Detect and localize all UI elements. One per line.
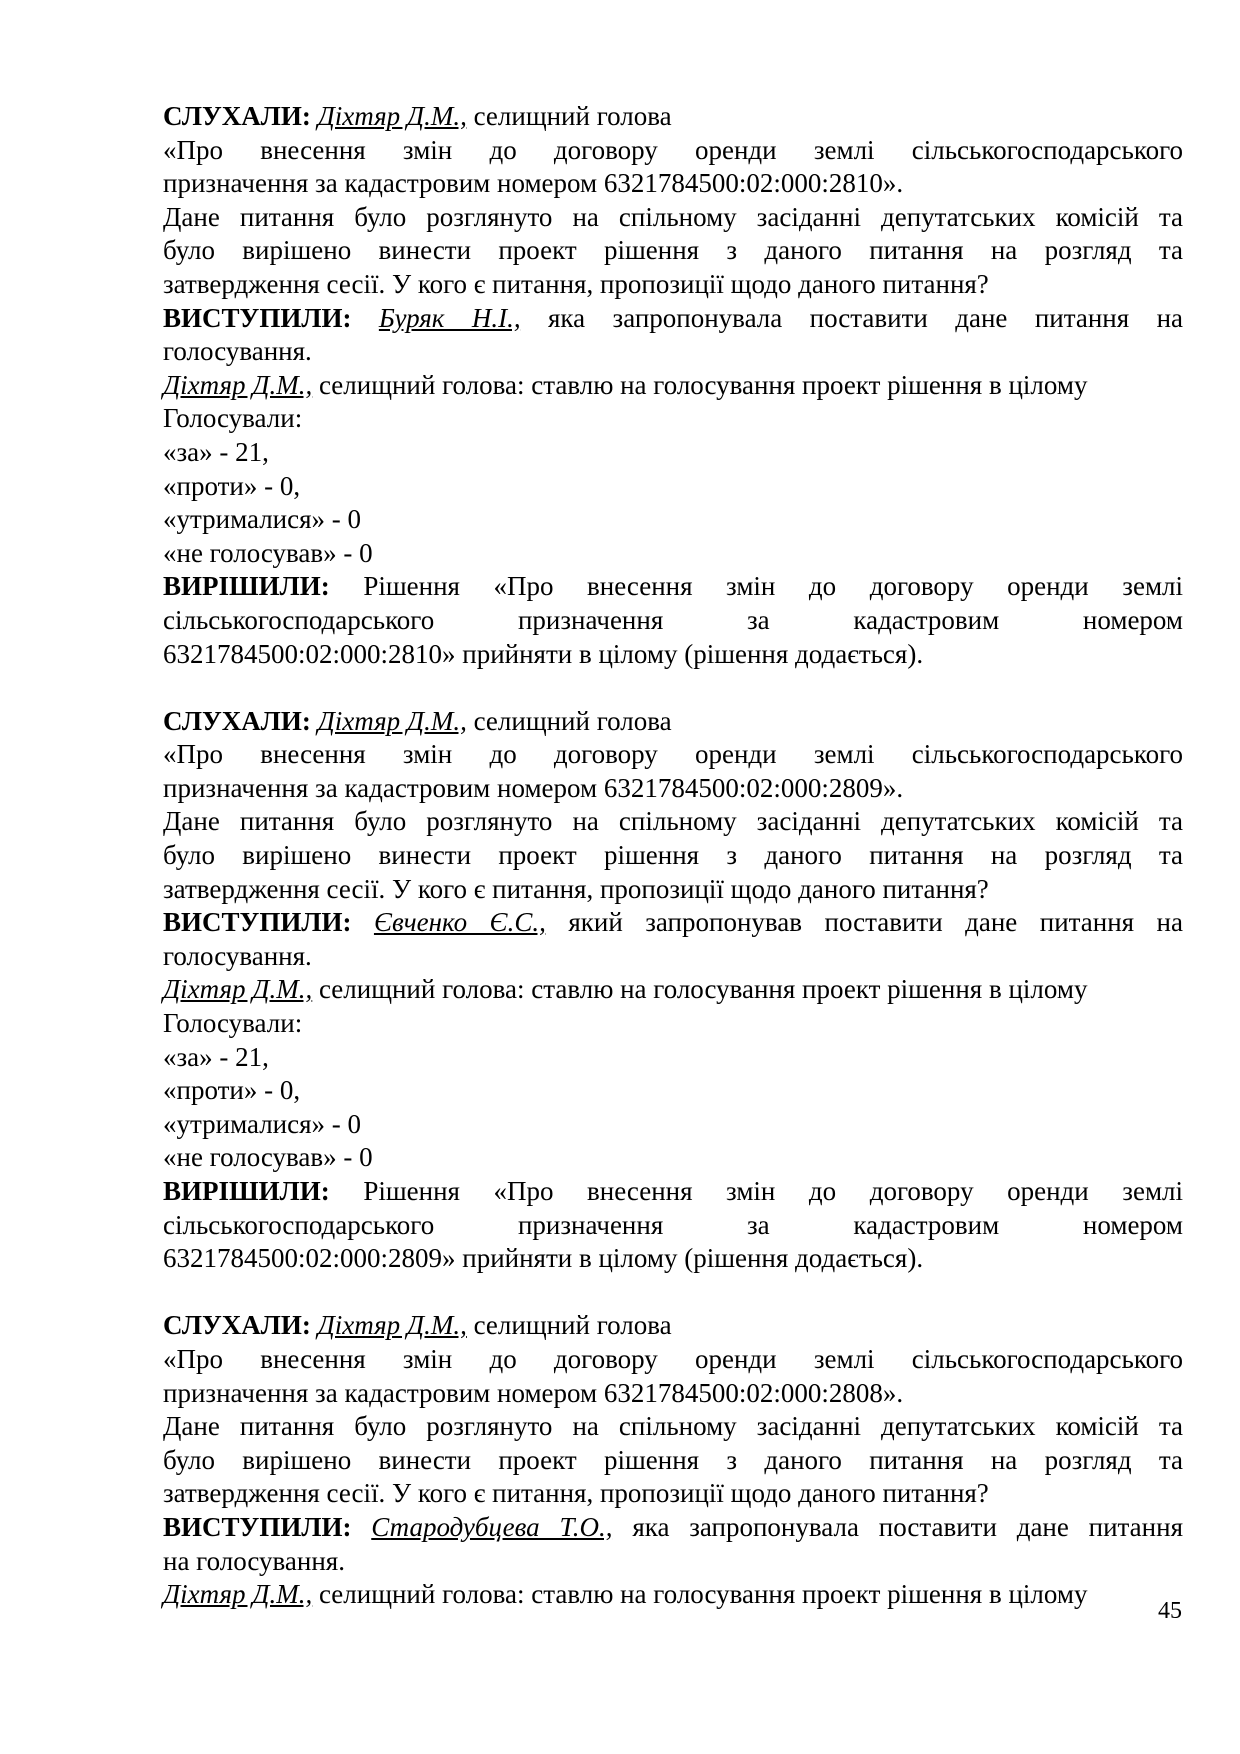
discussion-line: Дане питання було розглянуто на спільному засіданні депутатських комісій та xyxy=(163,201,1183,232)
heard-label: СЛУХАЛИ: xyxy=(163,101,311,131)
vote-abstain: «утрималися» - 0 xyxy=(163,1108,362,1139)
vote-for: «за» - 21, xyxy=(163,1041,269,1072)
decision-line: 6321784500:02:000:2809» прийняти в цілому (рішення додається). xyxy=(163,1243,924,1274)
vote-none: «не голосував» - 0 xyxy=(163,537,373,568)
spoke-line xyxy=(163,302,1183,336)
heard-name: Діхтяр Д.М., xyxy=(317,705,467,736)
discussion-line: затвердження сесії. У кого є питання, пропозиції щодо даного питання? xyxy=(163,1478,989,1509)
topic-line: «Про внесення змін до договору оренди землі сільськогосподарського xyxy=(163,134,1183,165)
spoke-label: ВИСТУПИЛИ: xyxy=(163,1511,352,1542)
spoke-line xyxy=(163,1511,1183,1545)
discussion-line: затвердження сесії. У кого є питання, пропозиції щодо даного питання? xyxy=(163,873,989,904)
vote-against: «проти» - 0, xyxy=(163,470,301,501)
heard-role: селищний голова xyxy=(466,705,672,736)
heard-line xyxy=(163,100,1183,134)
topic-line: призначення за кадастровим номером 6321784500:02:000:2810». xyxy=(163,168,904,199)
page-number: 45 xyxy=(1158,1598,1182,1624)
discussion-line: було вирішено винести проект рішення з даного питання на розгляд та xyxy=(163,1444,1183,1475)
document-page xyxy=(163,100,1183,1612)
discussion-line: Дане питання було розглянуто на спільному засіданні депутатських комісій та xyxy=(163,1411,1183,1442)
spoke-line: голосування. xyxy=(163,940,312,971)
topic-line: «Про внесення змін до договору оренди землі сільськогосподарського xyxy=(163,1343,1183,1374)
agenda-item-2 xyxy=(163,705,1183,1276)
heard-role: селищний голова xyxy=(466,101,672,131)
chair-name: Діхтяр Д.М., xyxy=(163,974,313,1005)
voted-label: Голосували: xyxy=(163,403,303,434)
chair-text: селищний голова: ставлю на голосування проект рішення в цілому xyxy=(312,974,1088,1005)
spoke-line: на голосування. xyxy=(163,1545,345,1576)
topic-line: «Про внесення змін до договору оренди землі сільськогосподарського xyxy=(163,739,1183,770)
chair-name: Діхтяр Д.М., xyxy=(163,369,313,400)
agenda-item-3 xyxy=(163,1309,1183,1611)
voted-label: Голосували: xyxy=(163,1008,303,1039)
vote-against: «проти» - 0, xyxy=(163,1075,301,1106)
decision-line: сільськогосподарського призначення за кадастровим номером xyxy=(163,1209,1183,1240)
spoke-text: який запропонував поставити дане питання на xyxy=(545,907,1183,938)
decided-line xyxy=(163,1175,1183,1209)
decided-label: ВИРІШИЛИ: xyxy=(163,571,330,602)
decided-line xyxy=(163,570,1183,604)
decided-label: ВИРІШИЛИ: xyxy=(163,1176,330,1206)
chair-line xyxy=(163,369,1183,403)
heard-name: Діхтяр Д.М., xyxy=(317,101,467,131)
heard-label: СЛУХАЛИ: xyxy=(163,1310,311,1341)
chair-text: селищний голова: ставлю на голосування проект рішення в цілому xyxy=(312,369,1088,400)
spoke-name: Буряк Н.І., xyxy=(378,302,521,333)
decision-text: Рішення «Про внесення змін до договору оренди землі xyxy=(329,1176,1183,1206)
heard-role: селищний голова xyxy=(466,1310,672,1341)
section-gap xyxy=(163,671,1183,705)
chair-name: Діхтяр Д.М., xyxy=(163,1579,313,1610)
heard-name: Діхтяр Д.М., xyxy=(317,1310,467,1341)
spoke-label: ВИСТУПИЛИ: xyxy=(163,907,352,938)
spoke-line: голосування. xyxy=(163,336,312,367)
spoke-label: ВИСТУПИЛИ: xyxy=(163,302,352,333)
heard-label: СЛУХАЛИ: xyxy=(163,705,311,736)
section-gap xyxy=(163,1276,1183,1310)
agenda-item-1 xyxy=(163,100,1183,671)
vote-none: «не голосував» - 0 xyxy=(163,1142,373,1173)
chair-line xyxy=(163,973,1183,1007)
topic-line: призначення за кадастровим номером 6321784500:02:000:2809». xyxy=(163,772,904,803)
discussion-line: було вирішено винести проект рішення з даного питання на розгляд та xyxy=(163,235,1183,266)
decision-line: сільськогосподарського призначення за кадастровим номером xyxy=(163,604,1183,635)
discussion-line: Дане питання було розглянуто на спільному засіданні депутатських комісій та xyxy=(163,806,1183,837)
spoke-text: яка запропонувала поставити дане питання xyxy=(612,1511,1183,1542)
spoke-text: яка запропонувала поставити дане питання на xyxy=(520,302,1184,333)
spoke-name: Євченко Є.С., xyxy=(373,907,546,938)
discussion-line: затвердження сесії. У кого є питання, пропозиції щодо даного питання? xyxy=(163,268,989,299)
chair-text: селищний голова: ставлю на голосування проект рішення в цілому xyxy=(312,1579,1088,1610)
topic-line: призначення за кадастровим номером 6321784500:02:000:2808». xyxy=(163,1377,904,1408)
heard-line xyxy=(163,1309,1183,1343)
discussion-line: було вирішено винести проект рішення з даного питання на розгляд та xyxy=(163,840,1183,871)
heard-line xyxy=(163,705,1183,739)
vote-abstain: «утрималися» - 0 xyxy=(163,504,362,535)
chair-line xyxy=(163,1578,1183,1612)
vote-for: «за» - 21, xyxy=(163,436,269,467)
spoke-line xyxy=(163,906,1183,940)
decision-line: 6321784500:02:000:2810» прийняти в цілому (рішення додається). xyxy=(163,638,924,669)
spoke-name: Стародубцева Т.О., xyxy=(371,1511,613,1542)
decision-text: Рішення «Про внесення змін до договору оренди землі xyxy=(329,571,1183,602)
